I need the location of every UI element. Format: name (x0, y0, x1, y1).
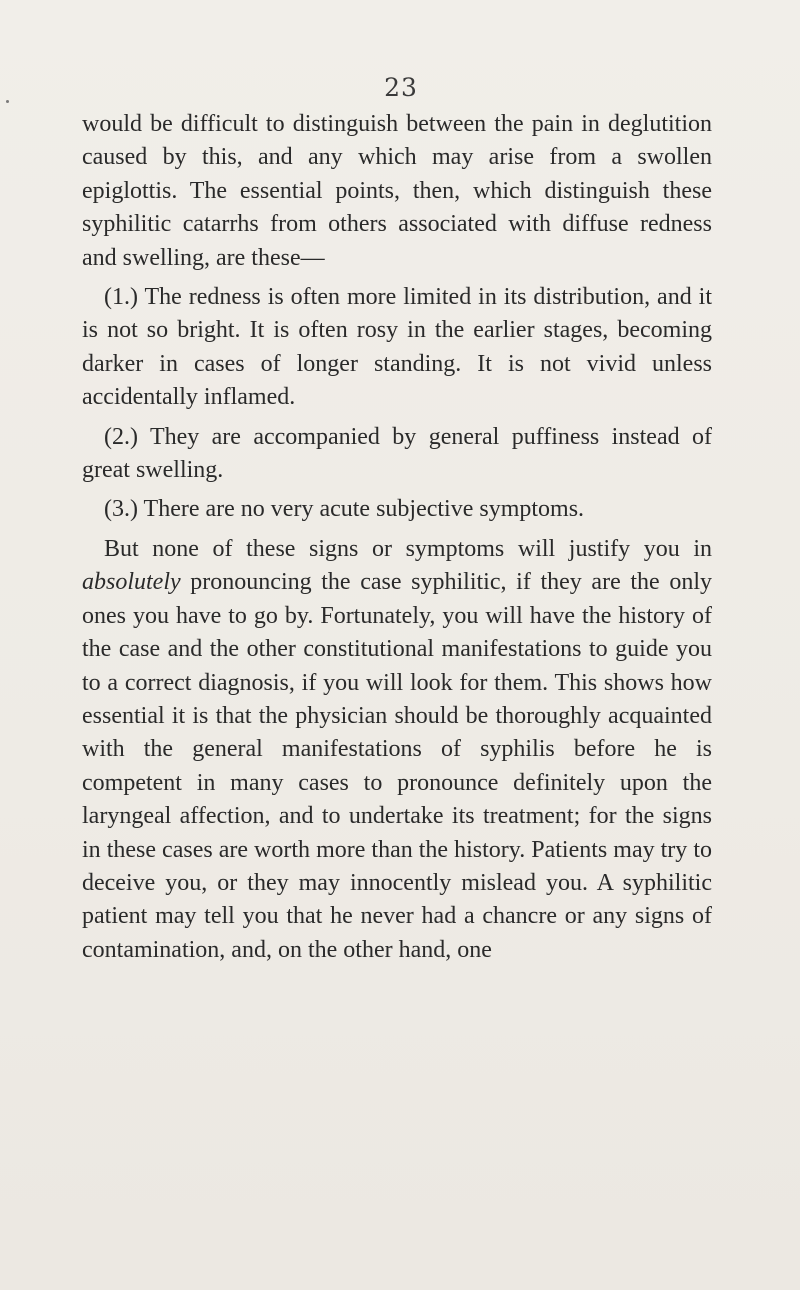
paragraph-point-1: (1.) The redness is often more limited in its distribution, and it is not so bright. It is often rosy in the earlier stages, becoming darker in cases of longer standing. It is not vivid unless accidentally inflamed. (82, 284, 712, 411)
page-number: 23 (384, 73, 418, 102)
conclusion-text-start: But none of these signs or symptoms will justify you in (104, 535, 712, 562)
paragraph-intro: would be difficult to distinguish between the pain in deglutition caused by this, and any which may arise from a swollen epiglottis. The essential points, then, which distinguish these syphilitic catarrhs from others associated with diffuse redness and swelling, are these— (82, 111, 712, 271)
emphasis-absolutely: absolutely (82, 569, 181, 596)
conclusion-text-end: pronouncing the case syphilitic, if they are the only ones you have to go by. Fortunately, you will have the history of the case and the other constitutional manifestations to guide you to a correct diagnosis, if you will look for them. This shows how essential it is that the physician should be thoroughly acquainted with the general manifestations of syphilis before he is competent in many cases to pronounce definitely upon the laryngeal affection, and to undertake its treatment; for the signs in these cases are worth more than the history. Patients may try to deceive you, or they may innocently mislead you. A syphilitic patient may tell you that he never had a chancre or any signs of contamination, and, on the other hand, one (82, 569, 712, 963)
margin-speck (6, 100, 9, 103)
paragraph-point-3: (3.) There are no very acute subjective symptoms. (104, 496, 585, 523)
paragraph-conclusion (82, 533, 712, 967)
paragraph-point-2: (2.) They are accompanied by general puffiness instead of great swelling. (82, 423, 712, 484)
body-text (82, 108, 712, 967)
